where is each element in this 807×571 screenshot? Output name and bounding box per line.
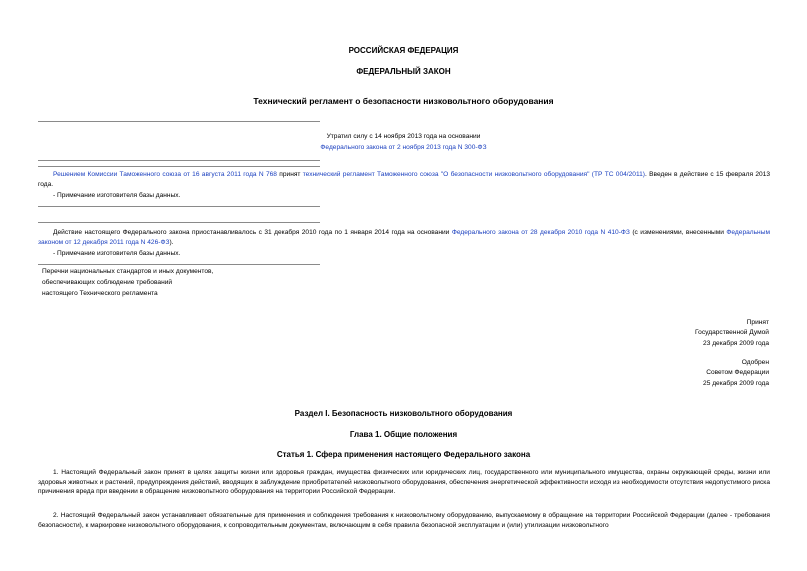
divider bbox=[38, 160, 320, 161]
approved-body: Советом Федерации bbox=[706, 369, 769, 377]
standards-note-line2: обеспечивающих соблюдение требований bbox=[42, 279, 173, 286]
divider bbox=[38, 206, 320, 207]
article-paragraph-2: 2. Настоящий Федеральный закон устанавливает обязательные для применения и соблюдения требования к низковольтному оборудованию, выпускаемому в обращение на территории Российской Федерации (далее - требования безопасности), к маркировке низковольтного оборудования, к сопроводительным документам, включающим в себя правила безопасной эксплуатации и (или) утилизации низковольтного bbox=[38, 512, 770, 529]
repeal-law-link[interactable]: Федерального закона от 2 ноября 2013 года N 300-ФЗ bbox=[320, 144, 487, 151]
header-country: РОССИЙСКАЯ ФЕДЕРАЦИЯ bbox=[348, 46, 459, 55]
document-title: Технический регламент о безопасности низковольтного оборудования bbox=[253, 96, 554, 106]
customs-regulation-link[interactable]: технический регламент Таможенного союза "О безопасности низковольтного оборудования" (ТР ТС 004/2011) bbox=[302, 171, 645, 178]
suspension-law-link[interactable]: Федерального закона от 28 декабря 2010 года N 410-ФЗ bbox=[451, 229, 630, 236]
article-paragraph-1: 1. Настоящий Федеральный закон принят в целях защиты жизни или здоровья граждан, имущества физических или юридических лиц, государственного или муниципального имущества, охраны окружающей среды, жизни или здоровья животных и растений, предупреждения действий, вводящих в заблуждение приобретателей низковольтного оборудования, обеспечения энергетической эффективности исходя из необходимости отсутствия недопустимого риска причинения вреда при введении в обращение низковольтного оборудования на территории Российской Федерации. bbox=[38, 469, 770, 496]
approved-label: Одобрен bbox=[741, 359, 769, 366]
suspension-notice-note: - Примечание изготовителя базы данных. bbox=[53, 250, 181, 257]
amendment-law-link[interactable]: Федеральным законом от 12 декабря 2011 года N 426-ФЗ bbox=[38, 229, 770, 246]
header-law-type: ФЕДЕРАЛЬНЫЙ ЗАКОН bbox=[356, 67, 451, 76]
adopted-date: 23 декабря 2009 года bbox=[703, 339, 769, 347]
divider bbox=[38, 166, 320, 167]
chapter-title: Глава 1. Общие положения bbox=[349, 430, 458, 439]
customs-notice-note: - Примечание изготовителя базы данных. bbox=[53, 192, 181, 199]
article-title: Статья 1. Сфера применения настоящего Федерального закона bbox=[276, 450, 531, 459]
standards-note-line3: настоящего Технического регламента bbox=[42, 290, 158, 297]
customs-decision-link[interactable]: Решением Комиссии Таможенного союза от 16 августа 2011 года N 768 bbox=[53, 171, 277, 178]
standards-note-line1: Перечни национальных стандартов и иных документов, bbox=[42, 268, 214, 275]
approved-date: 25 декабря 2009 года bbox=[703, 379, 769, 387]
adopted-block bbox=[695, 318, 769, 349]
repeal-notice-text: Утратил силу с 14 ноября 2013 года на основании bbox=[326, 133, 481, 140]
suspension-notice: Действие настоящего Федерального закона приостанавливалось с 31 декабря 2010 года по 1 января 2014 года на основании Федерального закона от 28 декабря 2010 года N 410-ФЗ (с изменениями, внесенными Федеральным законом от 12 декабря 2011 года N 426-ФЗ). bbox=[38, 229, 770, 246]
adopted-label: Принят bbox=[746, 319, 769, 326]
repeal-notice bbox=[0, 143, 807, 153]
divider bbox=[38, 121, 320, 122]
section-title: Раздел I. Безопасность низковольтного оборудования bbox=[294, 409, 513, 418]
adopted-body: Государственной Думой bbox=[695, 329, 769, 337]
divider bbox=[38, 264, 320, 265]
divider bbox=[38, 222, 320, 223]
customs-notice: Решением Комиссии Таможенного союза от 16 августа 2011 года N 768 принят технический регламент Таможенного союза "О безопасности низковольтного оборудования" (ТР ТС 004/2011). Введен в действие с 15 февраля 2013 года. bbox=[38, 171, 770, 188]
approved-block bbox=[703, 358, 769, 389]
